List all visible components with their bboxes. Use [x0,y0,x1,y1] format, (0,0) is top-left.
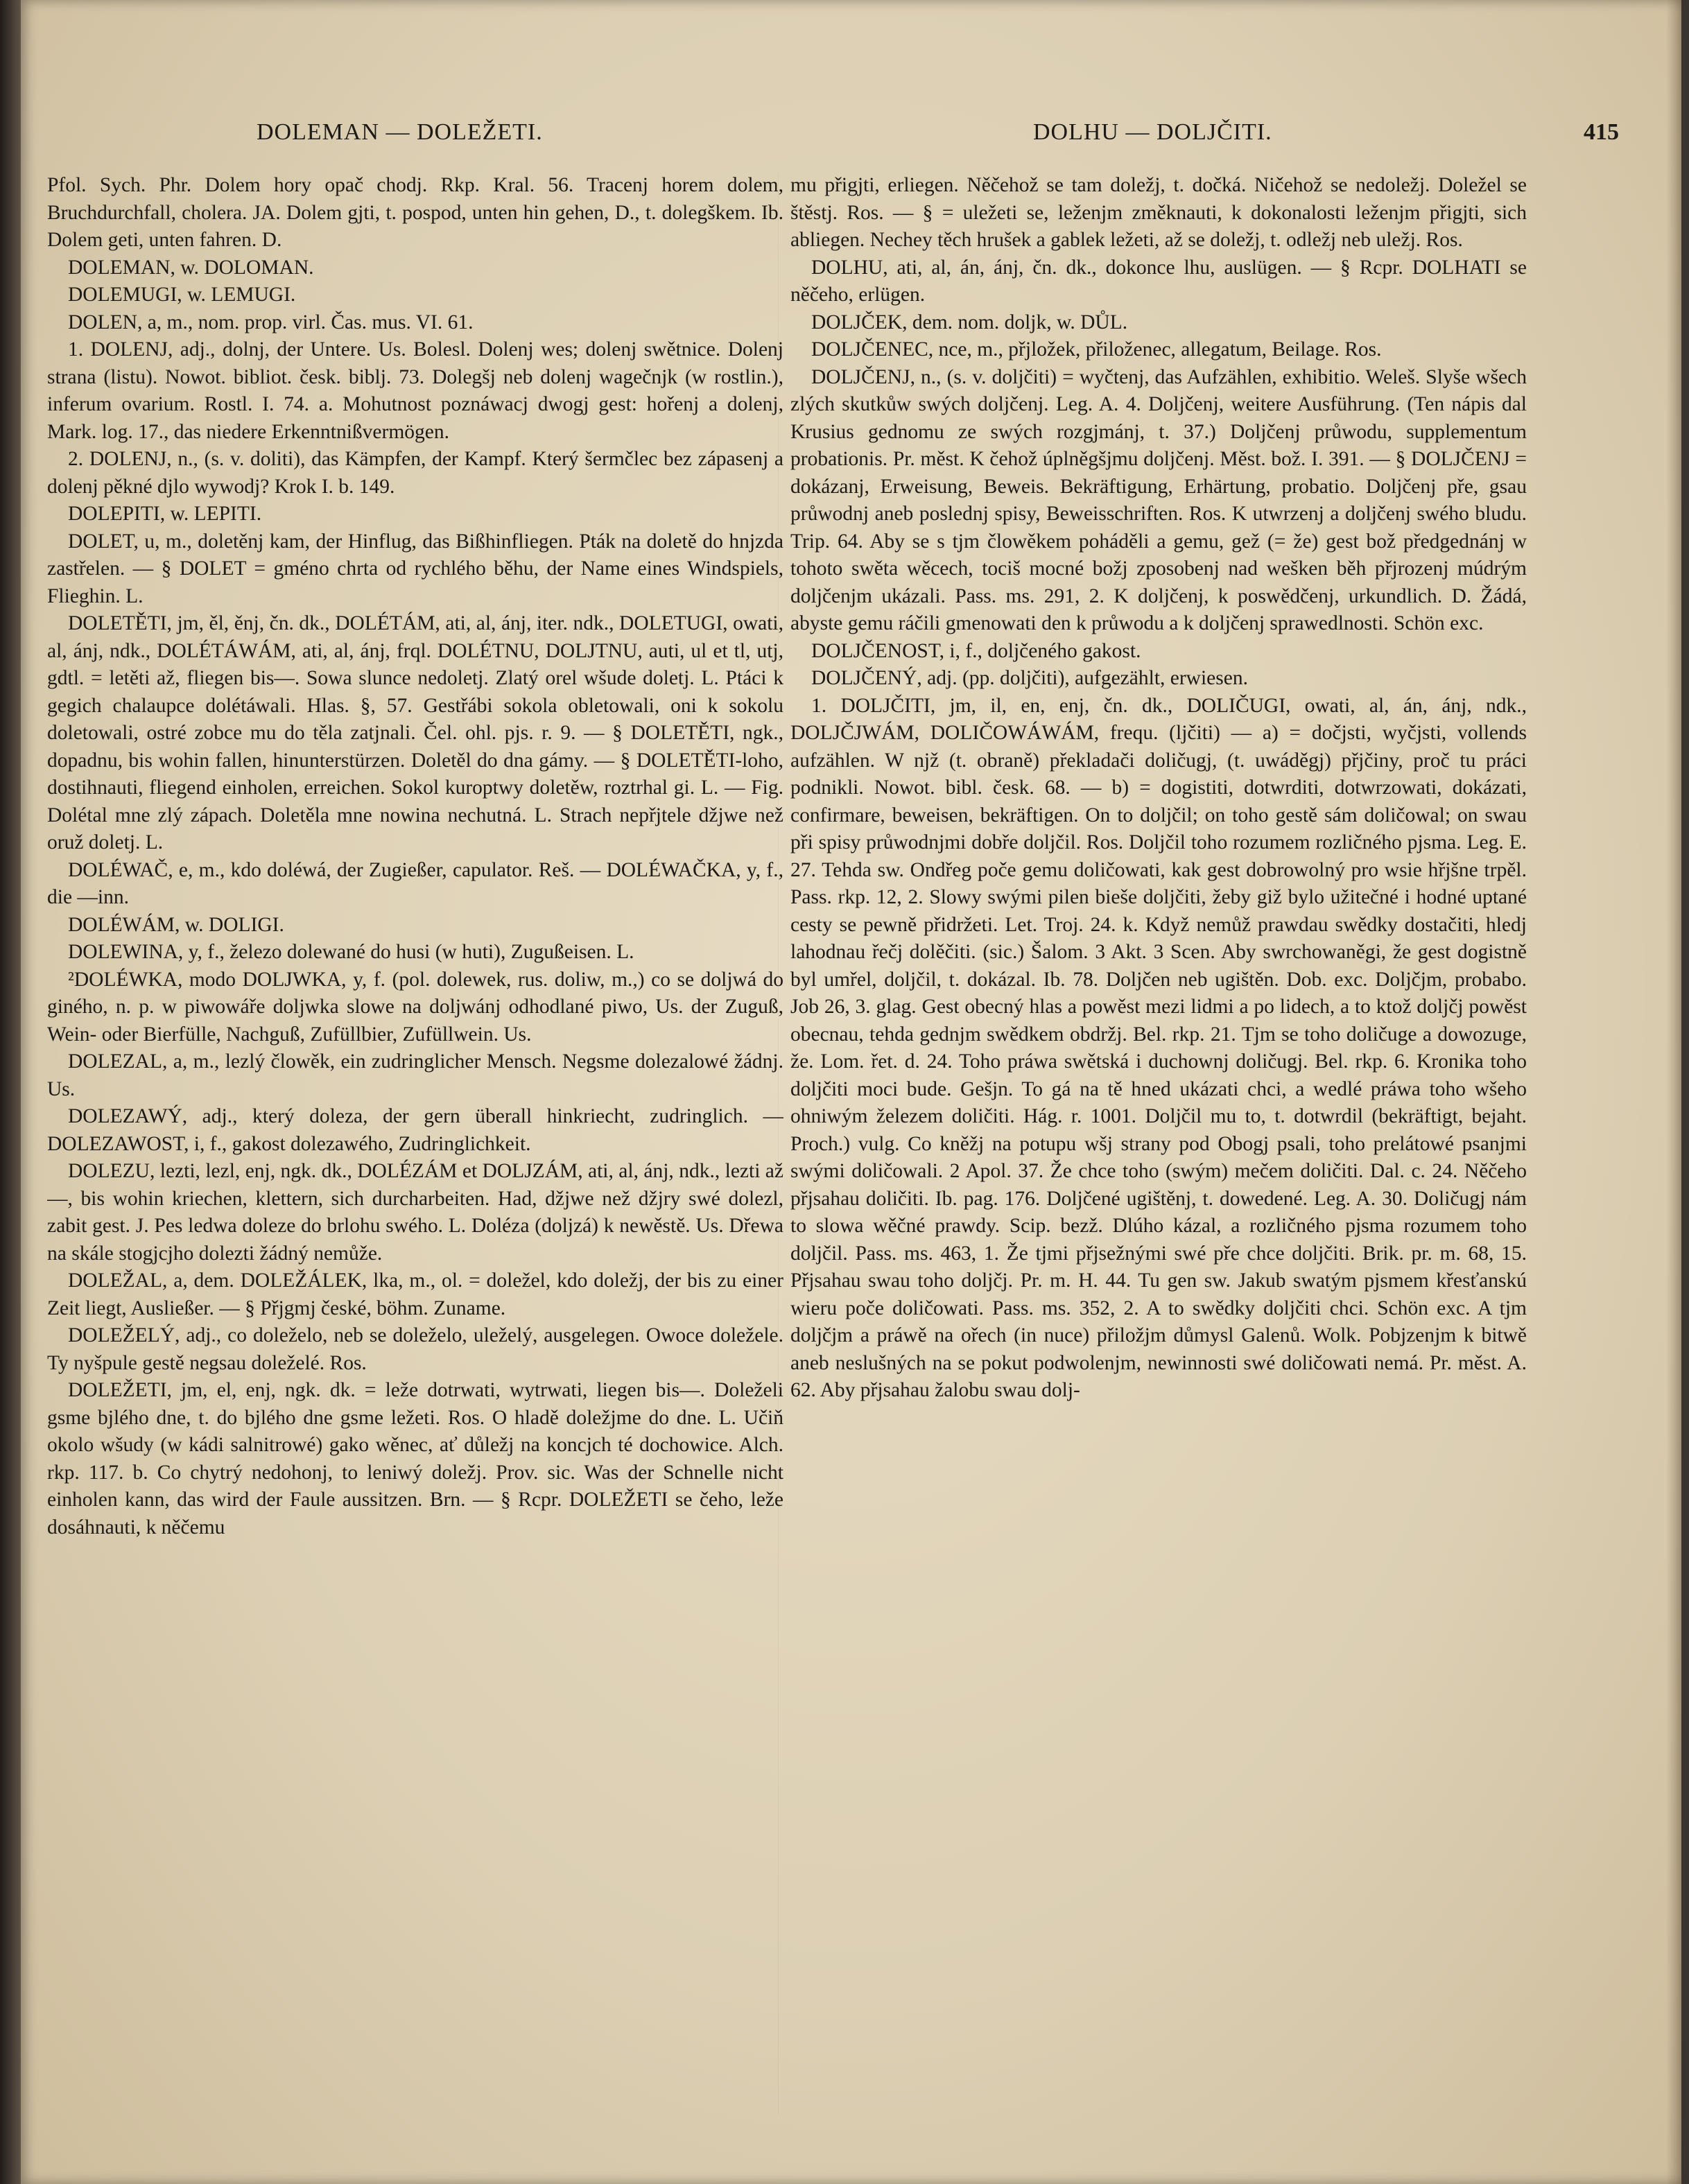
entry: 2. DOLENJ, n., (s. v. doliti), das Kämpfen, der Kampf. Který šermčlec bez zápasenj a dolenj pěkné djlo wywodj? Krok I. b. 149. [47,448,783,498]
entry: DOLJČEK, dem. nom. doljk, w. DŮL. [811,311,1128,333]
entry: DOLEMUGI, w. LEMUGI. [68,284,296,306]
entry: Pfol. Sych. Phr. Dolem hory opač chodj. Rkp. Kral. 56. Tracenj horem dolem, Bruchdurchfall, cholera. JA. Dolem gjti, t. pospod, unten hin gehen, D., t. dolegškem. Ib. Dolem geti, unten fahren. D. [47,174,783,251]
entry: DOLEMAN, w. DOLOMAN. [68,256,314,279]
entry: DOLEPITI, w. LEPITI. [68,503,262,525]
entry: DOLEŽETI, jm, el, enj, ngk. dk. = leže dotrwati, wytrwati, liegen bis—. Doleželi gsme bjlého dne, t. do bjlého dne gsme ležeti. Ros. O hladě doležjme do dne. L. Učiň okolo wšudy (w kádi salnitrowé) gako wěnec, ať důležj na koncjch té dochowice. Alch. rkp. 117. b. Co chytrý nedohonj, to leniwý doležj. Prov. sic. Was der Schnelle nicht einholen kann, das wird der Faule aussitzen. Brn. — § Rcpr. DOLEŽETI se čeho, leže dosáhnauti, k něčemu [47,1379,783,1539]
right-column [790,172,1527,2127]
page-edge-shadow [1666,0,1681,2184]
left-column [47,172,783,2127]
header-left-title: DOLEMAN — DOLEŽETI. [257,119,543,145]
entry: DOLET, u, m., doletěnj kam, der Hinflug, das Bißhinfliegen. Pták na doletě do hnjzda zastřelen. — § DOLET = gméno chrta od rychlého běhu, der Name eines Windspiels, Flieghin. L. [47,530,783,607]
entry: DOLJČENOST, i, f., doljčeného gakost. [811,639,1141,662]
entry: DOLÉWAČ, e, m., kdo doléwá, der Zugießer, capulator. Reš. — DOLÉWAČKA, y, f., die —inn. [47,858,783,908]
entry: DOLEWINA, y, f., železo dolewané do husi (w huti), Zugußeisen. L. [68,941,634,963]
entry: DOLJČENÝ, adj. (pp. doljčiti), aufgezählt, erwiesen. [811,667,1248,689]
entry: ²DOLÉWKA, modo DOLJWKA, y, f. (pol. dolewek, rus. doliw, m.,) co se doljwá do giného, n. p. w piwowáře doljwka slowe na doljwánj odhodlané piwo, Us. der Zuguß, Wein- oder Bierfülle, Nachguß, Zufüllbier, Zufüllwein. Us. [47,968,783,1046]
entry: DOLJČENJ, n., (s. v. doljčiti) = wyčtenj, das Aufzählen, exhibitio. Weleš. Slyše wšech zlých skutkůw swých doljčenj. Leg. A. 4. Doljčenj, weitere Ausführung. (Ten nápis dal Krusius gednomu ze swých rozgjmánj, t. 37.) Doljčenj průwodu, supplementum probationis. Pr. měst. K čehož úplněgšjmu doljčenj. Měst. bož. I. 391. — § DOLJČENJ = dokázanj, Erweisung, Beweis. Bekräftigung, Erhärtung, probatio. Doljčenj pře, gsau průwodnj aneb poslednj spisy, Beweisschriften. Ros. K utwrzenj a doljčenj swého bludu. Trip. 64. Aby se s tjm člowěkem poháděli a gemu, gež (= že) gest bož předgednánj w tohoto swěta wěcech, tociš mocné božj zposobenj nad wešken běh přjrozenj múdrým doljčenjm ukázali. Pass. ms. 291, 2. K doljčenj, k poswědčenj, urkundlich. D. Žádá, abyste gemu ráčili gmenowati den k průwodu a k doljčenj sprawedlnosti. Schön exc. [790,365,1527,634]
entry: mu přigjti, erliegen. Něčehož se tam doležj, t. dočká. Ničehož se nedoležj. Doležel se štěstj. Ros. — § = uležeti se, leženjm změknauti, k dokonalosti leženjm přigjti, sich abliegen. Nechey těch hrušek a gablek ležeti, až se doležj, t. odležj neb uležj. Ros. [790,174,1527,251]
header-right-title: DOLHU — DOLJČITI. [1033,119,1272,145]
entry: DOLJČENEC, nce, m., přjložek, přiloženec, allegatum, Beilage. Ros. [811,338,1382,361]
entry: 1. DOLJČITI, jm, il, en, enj, čn. dk., DOLIČUGI, owati, al, án, ánj, ndk., DOLJČJWÁM, DOLIČOWÁWÁM, frequ. (ljčiti) — a) = dočjsti, wyčjsti, vollends aufzählen. W njž (t. obraně) překladači doličugj, (t. uwáděgj) přjčiny, proč tu práci podnikli. Nowot. bibl. česk. 68. — b) = dogistiti, dotwrditi, dotwrzowati, dokázati, confirmare, beweisen, bekräftigen. On to doljčil; on toho gestě sám doličowal; on swau při spisy průwodnjmi dobře doljčil. Ros. Doljčil toho rozumem rozličného pjsma. Leg. E. 27. Tehda sw. Ondřeg poče gemu doličowati, kak gest dobrowolný pro wsie hřjšne trpěl. Pass. rkp. 12, 2. Slowy swými pilen bieše doljčiti, žeby giž bylo užitečné i hodné uptané cesty se pewně přidržeti. Let. Troj. 24. k. Když nemůž prawdau swědky dostačiti, hledj lahodnau řečj dolěčiti. (sic.) Šalom. 3 Akt. 3 Scen. Aby swrchowaněgi, že gest dogistně byl umřel, doljčil, t. dokázal. Ib. 78. Doljčen neb ugištěn. Dob. exc. Doljčjm, probabo. Job 26, 3. glag. Gest obecný hlas a powěst mezi lidmi a po lidech, a to ktož doljčj powěst obecnau, tehda gednjm swědkem obdržj. Bel. rkp. 21. Tjm se toho doličuge a dowozuge, že. Lom. řet. d. 24. Toho práwa swětská i duchownj doličugj. Bel. rkp. 6. Kronika toho doljčiti moci bude. Gešjn. To gá na tě hned ukázati chci, a wedlé práwa toho wšeho ohniwým železem doličiti. Hág. r. 1001. Doljčil mu to, t. dotwrdil (bekräftigt, bejaht. Proch.) vulg. Co kněžj na potupu wšj strany pod Obogj psali, toho prelátowé psanjmi swými doličowali. 2 Apol. 37. Že chce toho (swým) mečem doličiti. Dal. c. 24. Něčeho přjsahau doličiti. Ib. pag. 176. Doljčené ugištěnj, t. dowedené. Leg. A. 30. Doličugj nám to slowa wěčné prawdy. Scip. bezž. Dlúho kázal, a rozličného pjsma rozumem toho doljčil. Pass. ms. 463, 1. Že tjmi přjsežnými swé pře chce doljčiti. Brik. pr. m. 68, 15. Přjsahau swau toho doljčj. Pr. m. H. 44. Tu gen sw. Jakub swatým pjsmem křesťanskú wieru poče doličowati. Pass. ms. 352, 2. A to swědky doljčiti chci. Schön exc. A tjm doljčjm a práwě na ořech (in nuce) přiložjm důmysl Galenů. Wolk. Pobjzenjm k bitwě aneb neslušných na se pokut podwolenjm, newinnosti swé doličowati nemá. Pr. měst. A. 62. Aby přjsahau žalobu swau dolj- [790,694,1527,1401]
entry: DOLÉWÁM, w. DOLIGI. [68,913,284,936]
entry: DOLETĚTI, jm, ěl, ěnj, čn. dk., DOLÉTÁM, ati, al, ánj, iter. ndk., DOLETUGI, owati, al, ánj, ndk., DOLÉTÁWÁM, ati, al, ánj, frql. DOLÉTNU, DOLJTNU, auti, ul et tl, utj, gdtl. = letěti až, fliegen bis—. Sowa slunce nedoletj. Zlatý orel wšude doletj. L. Ptáci k gegich chalaupce dolétáwali. Hlas. §, 57. Gestřábi sokola obletowali, oni k sokolu doletowali, ostré zobce mu do těla zatjnali. Čel. ohl. pjs. r. 9. — § DOLETĚTI, ngk., dopadnu, bis wohin fallen, hinunterstürzen. Doletěl do dna gámy. — § DOLETĚTI-loho, dostihnauti, fliegend einholen, erreichen. Sokol kuroptwy doletěw, roztrhal gi. L. — Fig. Dolétal mne zlý zápach. Doletěla mne nowina nechutná. L. Strach nepřjtele džjwe než oruž doletj. L. [47,612,783,853]
entry: DOLEZU, lezti, lezl, enj, ngk. dk., DOLÉZÁM et DOLJZÁM, ati, al, ánj, ndk., lezti až—, bis wohin kriechen, klettern, sich durcharbeiten. Had, džjwe než džjry swé dolezl, zabit gest. J. Pes ledwa doleze do brlohu swého. L. Doléza (doljzá) k newěstě. Us. Dřewa na skále stogjcjho dolezti žádný nemůže. [47,1160,783,1265]
running-header [62,119,1647,161]
entry: DOLEZAL, a, m., lezlý člowěk, ein zudringlicher Mensch. Negsme dolezalowé žádnj. Us. [47,1050,783,1100]
dictionary-page [21,0,1681,2184]
entry: 1. DOLENJ, adj., dolnj, der Untere. Us. Bolesl. Dolenj wes; dolenj swětnice. Dolenj strana (listu). Nowot. bibliot. česk. biblj. 73. Dolegšj neb dolenj wagečnjk (w rostlin.), inferum ovarium. Rostl. I. 74. a. Mohutnost poznáwacj dwogj gest: hořenj a dolenj, Mark. log. 17., das niedere Erkenntnißvermögen. [47,338,783,443]
entry: DOLEŽAL, a, dem. DOLEŽÁLEK, lka, m., ol. = doležel, kdo doležj, der bis zu einer Zeit liegt, Ausließer. — § Přjgmj české, böhm. Zuname. [47,1269,783,1319]
entry: DOLEŽELÝ, adj., co doleželo, neb se doleželo, uleželý, ausgelegen. Owoce doležele. Ty nyšpule gestě negsau doleželé. Ros. [47,1324,783,1374]
page-number: 415 [1584,119,1619,145]
entry: DOLHU, ati, al, án, ánj, čn. dk., dokonce lhu, auslügen. — § Rcpr. DOLHATI se něčeho, erlügen. [790,256,1527,306]
entry: DOLEZAWÝ, adj., který doleza, der gern überall hinkriecht, zudringlich. — DOLEZAWOST, i, f., gakost dolezawého, Zudringlichkeit. [47,1105,783,1155]
entry: DOLEN, a, m., nom. prop. virl. Čas. mus. VI. 61. [68,311,474,333]
